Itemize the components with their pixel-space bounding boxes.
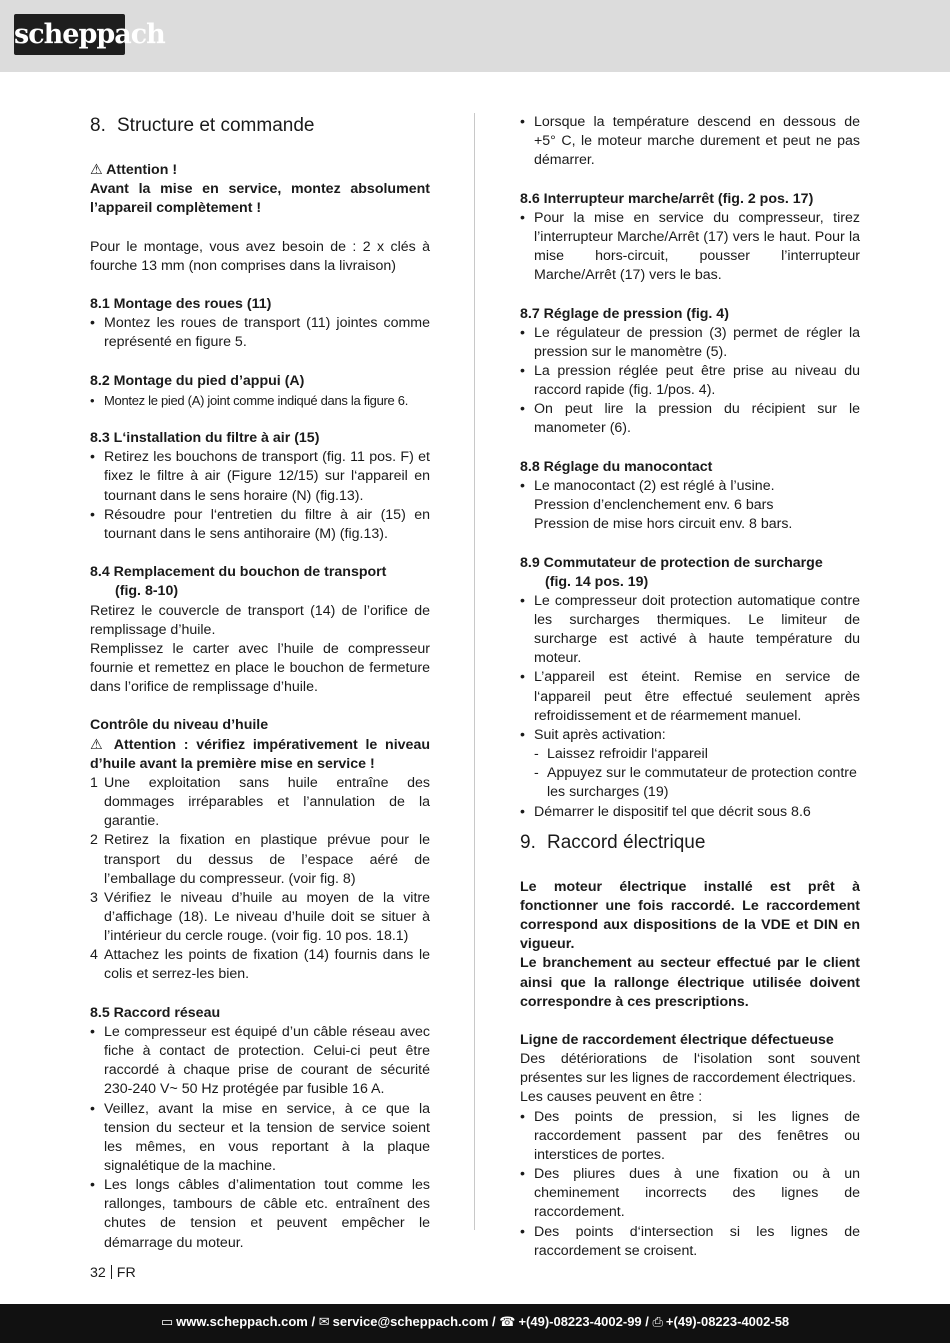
column-divider bbox=[474, 113, 475, 1230]
website-link[interactable]: www.scheppach.com bbox=[176, 1314, 308, 1329]
list-item: • Des pliures dues à une fixation ou à un cheminement incorrects des lignes de raccordement. bbox=[520, 1166, 860, 1221]
list-item: • On peut lire la pression du récipient sur le manometer (6). bbox=[520, 401, 860, 437]
list-item: • Le manocontact (2) est réglé à l’usine. bbox=[520, 477, 775, 494]
sub-list-item: - Appuyez sur le commutateur de protection contre les surcharges (19) bbox=[534, 765, 857, 801]
list-item: • Des points de pression, si les lignes de raccordement passent par des fenêtres ou interstices de portes. bbox=[520, 1108, 860, 1163]
section-8-1-heading: 8.1 Montage des roues (11) bbox=[90, 296, 272, 313]
list-item: • Démarrer le dispositif tel que décrit sous 8.6 bbox=[520, 803, 811, 820]
list-item: • Suit après activation: bbox=[520, 726, 666, 743]
page-footer bbox=[0, 1304, 950, 1343]
section-8-4-heading-figs: (fig. 8-10) bbox=[115, 583, 179, 600]
section-8-4-heading: 8.4 Remplacement du bouchon de transport bbox=[90, 564, 387, 581]
list-item: 2 Retirez la fixation en plastique prévue pour le transport du dessus de l’espace aéré de l’emballage du compresseur. (voir fig. 8) bbox=[90, 832, 430, 887]
phone-icon: ☎ bbox=[499, 1314, 516, 1329]
list-item: • Montez le pied (A) joint comme indiqué dans la figure 6. bbox=[90, 392, 409, 408]
brand-logo: scheppach bbox=[14, 14, 125, 55]
oil-warning: ⚠ Attention : vérifiez impérativement le niveau d’huile avant la première mise en service ! bbox=[90, 736, 430, 772]
section-8-title: 8. Structure et commande bbox=[90, 115, 315, 136]
mount-text: Pour le montage, vous avez besoin de : 2 x clés à fourche 13 mm (non comprises dans la livraison) bbox=[90, 238, 430, 274]
paragraph: Remplissez le carter avec l’huile de compresseur fournie et remettez en place le bouchon de fermeture dans l’orifice de remplissage d’huile. bbox=[90, 640, 430, 696]
paragraph: Des détériorations de l‘isolation sont souvent présentes sur les lignes de raccordement électriques. bbox=[520, 1051, 860, 1087]
paragraph: Les causes peuvent en être : bbox=[520, 1089, 703, 1106]
envelope-icon: ✉ bbox=[318, 1314, 330, 1329]
warning-heading: ⚠ Attention ! bbox=[90, 162, 178, 178]
list-item: • Le compresseur doit protection automatique contre les surcharges thermiques. Le limiteur de surcharge est activé à haute température du moteur. bbox=[520, 592, 860, 667]
laptop-icon: ▭ bbox=[160, 1314, 174, 1329]
list-item: • Retirez les bouchons de transport (fig. 11 pos. F) et fixez le filtre à air (Figure 12/15) sur l‘appareil en tournant dans le sens horaire (N) (fig.13). bbox=[90, 449, 430, 504]
list-item: • Lorsque la température descend en dessous de +5° C, le moteur marche durement et peut ne pas démarrer. bbox=[520, 114, 860, 169]
section-8-3-heading: 8.3 L‘installation du filtre à air (15) bbox=[90, 430, 320, 447]
electrical-notice: Le moteur électrique installé est prêt à fonctionner une fois raccordé. Le raccordement correspond aux dispositions de la VDE et DIN en vigueur. bbox=[520, 878, 860, 953]
page-header bbox=[0, 0, 950, 72]
warning-text: Avant la mise en service, montez absolument l’appareil complètement ! bbox=[90, 181, 430, 217]
list-item: • Pour la mise en service du compresseur, tirez l’interrupteur Marche/Arrêt (17) vers le haut. Pour la mise hors-circuit, pousser l’interrupteur Marche/Arrêt (17) vers le bas. bbox=[520, 209, 860, 284]
section-8-9-heading: 8.9 Commutateur de protection de surcharge bbox=[520, 554, 823, 571]
list-item: • Veillez, avant la mise en service, à ce que la tension du secteur et la tension de service soient les mêmes, en vous reportant à la plaque signalétique de la machine. bbox=[90, 1100, 430, 1175]
list-item-continuation: Pression d’enclenchement env. 6 bars bbox=[534, 497, 774, 514]
list-item-continuation: Pression de mise hors circuit env. 8 bars. bbox=[534, 516, 793, 533]
list-item: • Résoudre pour l‘entretien du filtre à air (15) en tournant dans le sens antihoraire (M) (fig.13). bbox=[90, 506, 430, 542]
list-item: 4 Attachez les points de fixation (14) fournis dans le colis et serrez-les bien. bbox=[90, 947, 430, 983]
section-8-2-heading: 8.2 Montage du pied d’appui (A) bbox=[90, 372, 305, 389]
email-link[interactable]: service@scheppach.com bbox=[332, 1314, 489, 1329]
fax-icon: ⎙ bbox=[652, 1314, 663, 1329]
list-item: • L’appareil est éteint. Remise en service de l‘appareil peut être effectué seulement après refroidissement et de réarmement manuel. bbox=[520, 669, 860, 724]
phone-number: +(49)-08223-4002-99 bbox=[518, 1314, 642, 1329]
electrical-notice-2: Le branchement au secteur effectué par le client ainsi que la rallonge électrique utilisée doivent correspondre à ces prescriptions. bbox=[520, 955, 860, 1010]
list-item: • Montez les roues de transport (11) jointes comme représenté en figure 5. bbox=[90, 315, 430, 351]
oil-check-heading: Contrôle du niveau d’huile bbox=[90, 717, 269, 734]
contact-line: ▭ www.scheppach.com / ✉ service@scheppach.com / ☎ +(49)-08223-4002-99 / ⎙ +(49)-08223-4002-58 bbox=[160, 1314, 790, 1329]
right-column bbox=[520, 113, 860, 1261]
section-8-9-heading-figs: (fig. 14 pos. 19) bbox=[545, 573, 649, 590]
defective-cable-heading: Ligne de raccordement électrique défectueuse bbox=[520, 1031, 834, 1048]
section-8-7-heading: 8.7 Réglage de pression (fig. 4) bbox=[520, 305, 729, 322]
paragraph: Retirez le couvercle de transport (14) de l’orifice de remplissage d’huile. bbox=[90, 602, 430, 638]
section-8-5-heading: 8.5 Raccord réseau bbox=[90, 1004, 221, 1021]
list-item: • Des points d‘intersection si les lignes de raccordement se croisent. bbox=[520, 1223, 860, 1259]
list-item: • Le compresseur est équipé d’un câble réseau avec fiche à contact de protection. Celui-ci peut être raccordé à chaque prise de courant de sécurité 230-240 V~ 50 Hz protégée par fusible 16 A. bbox=[90, 1023, 430, 1098]
list-item: • Les longs câbles d’alimentation tout comme les rallonges, tambours de câble etc. entraînent des chutes de tension et peuvent empêcher le démarrage du moteur. bbox=[90, 1177, 430, 1251]
section-8-6-heading: 8.6 Interrupteur marche/arrêt (fig. 2 pos. 17) bbox=[520, 190, 814, 207]
fax-number: +(49)-08223-4002-58 bbox=[665, 1314, 790, 1329]
page-number: 32 FR bbox=[90, 1265, 136, 1281]
list-item: • La pression réglée peut être prise au niveau du raccord rapide (fig. 1/pos. 4). bbox=[520, 363, 860, 399]
list-item: 3 Vérifiez le niveau d’huile au moyen de la vitre d’affichage (18). Le niveau d’huile doit se situer à l’intérieur du cercle rouge. (voir fig. 10 pos. 18.1) bbox=[90, 889, 430, 945]
section-8-8-heading: 8.8 Réglage du manocontact bbox=[520, 458, 713, 475]
left-column bbox=[90, 113, 430, 1253]
list-item: • Le régulateur de pression (3) permet de régler la pression sur le manomètre (5). bbox=[520, 324, 860, 360]
list-item: 1 Une exploitation sans huile entraîne des dommages irréparables et l’annulation de la garantie. bbox=[90, 774, 430, 830]
section-9-title: 9. Raccord électrique bbox=[520, 831, 706, 853]
sub-list-item: - Laissez refroidir l‘appareil bbox=[534, 746, 708, 763]
